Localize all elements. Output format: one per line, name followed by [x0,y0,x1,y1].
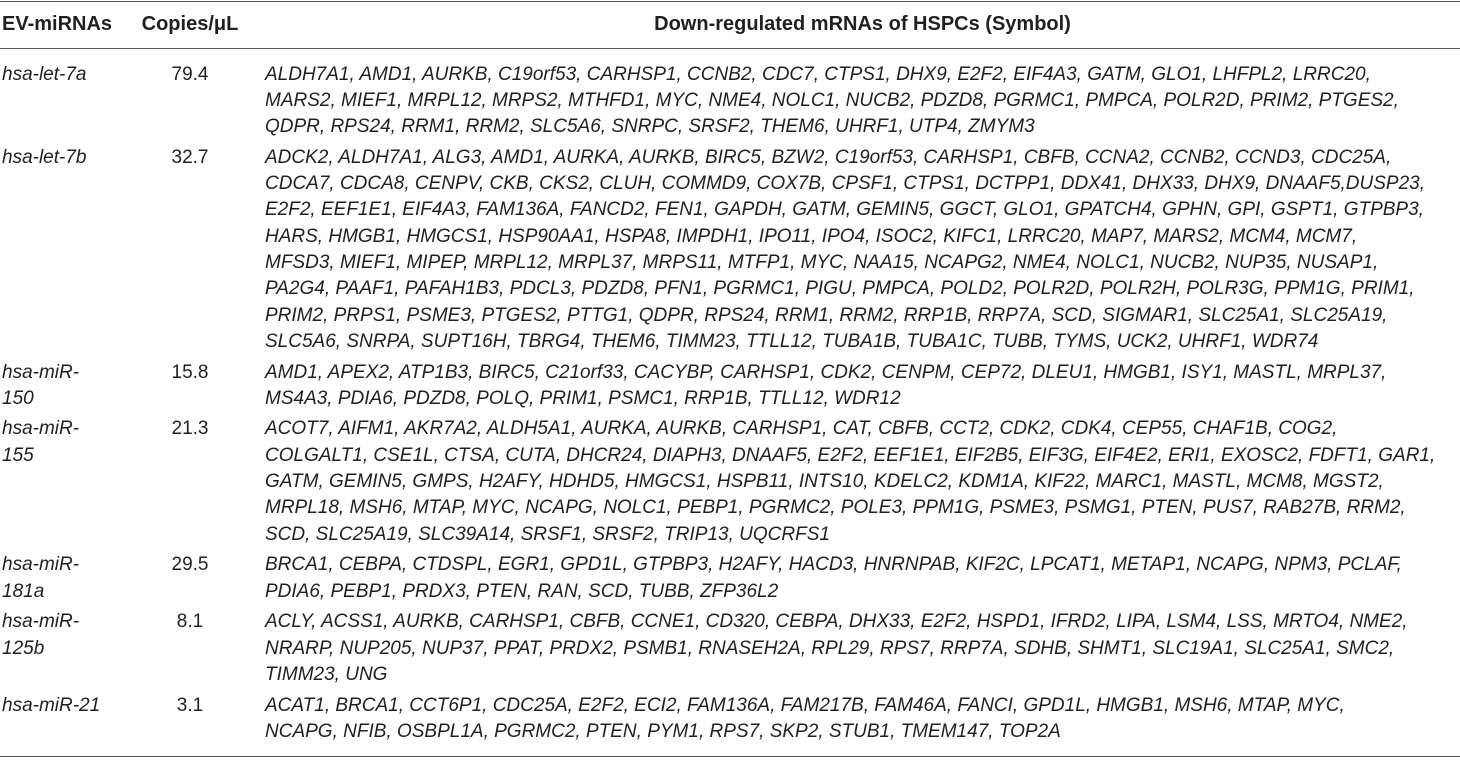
mrna-symbols-line: NCAPG, NFIB, OSBPL1A, PGRMC2, PTEN, PYM1, RPS7, SKP2, STUB1, TMEM147, TOP2A [265,720,1061,742]
table-header-row [0,1,1460,49]
mrna-symbols-line: MFSD3, MIEF1, MIPEP, MRPL12, MRPL37, MRPS11, MTFP1, MYC, NAA15, NCAPG2, NME4, NOLC1, NUCB2, NUP35, NUSAP1, [265,251,1379,273]
mirna-name-line: 181a [2,580,45,602]
table-row [0,550,1460,607]
mirna-cell [0,693,132,719]
mirna-cell [0,552,132,605]
mrna-symbols-line: SLC5A6, SNRPA, SUPT16H, TBRG4, THEM6, TIMM23, TTLL12, TUBA1B, TUBA1C, TUBB, TYMS, UCK2, UHRF1, WDR74 [265,330,1319,352]
mrna-symbols-line: PRIM2, PRPS1, PSME3, PTGES2, PTTG1, QDPR, RPS24, RRM1, RRM2, RRP1B, RRP7A, SCD, SIGMAR1, SLC25A1, SLC25A19, [265,304,1388,326]
copies-value: 8.1 [176,611,204,633]
mirna-name-line: hsa-let-7b [2,146,87,168]
mirna-cell [0,416,132,469]
mrna-list-cell [248,145,1460,355]
copies-value: 29.5 [171,554,209,576]
mrna-symbols-line: ADCK2, ALDH7A1, ALG3, AMD1, AURKA, AURKB, BIRC5, BZW2, C19orf53, CARHSP1, CBFB, CCNA2, CCNB2, CCND3, CDC25A, [265,146,1392,168]
mirna-cell [0,145,132,171]
copies-value: 3.1 [176,694,204,716]
table-row [0,690,1460,756]
mrna-symbols-line: CDCA7, CDCA8, CENPV, CKB, CKS2, CLUH, COMMD9, COX7B, CPSF1, CTPS1, DCTPP1, DDX41, DHX33, DHX9, DNAAF5,DUSP23, [265,173,1426,195]
table-row [0,143,1460,358]
mirna-name-line: 155 [2,444,34,466]
mirna-cell [0,360,132,413]
mrna-symbols-line: PA2G4, PAAF1, PAFAH1B3, PDCL3, PDZD8, PFN1, PGRMC1, PIGU, PMPCA, POLD2, POLR2D, POLR2H, POLR3G, PPM1G, PRIM1, [265,278,1415,300]
mirna-cell [0,62,132,88]
mirna-name-line: hsa-miR-21 [2,694,101,716]
copies-cell [132,609,248,635]
mrna-symbols-line: GATM, GEMIN5, GMPS, H2AFY, HDHD5, HMGCS1, HSPB11, INTS10, KDELC2, KDM1A, KIF22, MARC1, MASTL, MCM8, MGST2, [265,471,1384,493]
mrna-symbols-line: NRARP, NUP205, NUP37, PPAT, PRDX2, PSMB1, RNASEH2A, RPL29, RPS7, RRP7A, SDHB, SHMT1, SLC19A1, SLC25A1, SMC2, [265,637,1395,659]
mirna-name-line: hsa-miR- [2,554,80,576]
copies-cell [132,416,248,442]
mrna-list-cell [248,609,1460,688]
header-copies-per-ul: Copies/μL [141,13,239,36]
table-row [0,607,1460,690]
copies-cell [132,693,248,719]
copies-cell [132,552,248,578]
mrna-symbols-line: ALDH7A1, AMD1, AURKB, C19orf53, CARHSP1, CCNB2, CDC7, CTPS1, DHX9, E2F2, EIF4A3, GATM, GLO1, LHFPL2, LRRC20, [265,63,1371,85]
mrna-list-cell [248,416,1460,547]
mrna-symbols-line: COLGALT1, CSE1L, CTSA, CUTA, DHCR24, DIAPH3, DNAAF5, E2F2, EEF1E1, EIF2B5, EIF3G, EIF4E2, ERI1, EXOSC2, FDFT1, GAR1, [265,444,1436,466]
mirna-name-line: hsa-miR- [2,611,80,633]
mrna-symbols-line: QDPR, RPS24, RRM1, RRM2, SLC5A6, SNRPC, SRSF2, THEM6, UHRF1, UTP4, ZMYM3 [265,116,1035,138]
copies-value: 79.4 [171,63,209,85]
mrna-list-cell [248,693,1460,746]
table-row [0,357,1460,414]
mirna-name-line: hsa-miR- [2,361,80,383]
table-body [0,49,1460,758]
mrna-symbols-line: SCD, SLC25A19, SLC39A14, SRSF1, SRSF2, TRIP13, UQCRFS1 [265,523,830,545]
mrna-symbols-line: ACAT1, BRCA1, CCT6P1, CDC25A, E2F2, ECI2, FAM136A, FAM217B, FAM46A, FANCI, GPD1L, HMGB1, MSH6, MTAP, MYC, [265,694,1345,716]
copies-value: 21.3 [171,418,209,440]
mrna-symbols-line: HARS, HMGB1, HMGCS1, HSP90AA1, HSPA8, IMPDH1, IPO11, IPO4, ISOC2, KIFC1, LRRC20, MAP7, MARS2, MCM4, MCM7, [265,225,1358,247]
header-downregulated-mrnas: Down-regulated mRNAs of HSPCs (Symbol) [654,13,1071,36]
mirna-target-table [0,1,1460,757]
mrna-symbols-line: BRCA1, CEBPA, CTDSPL, EGR1, GPD1L, GTPBP3, H2AFY, HACD3, HNRNPAB, KIF2C, LPCAT1, METAP1, NCAPG, NPM3, PCLAF, [265,554,1402,576]
mrna-symbols-line: PDIA6, PEBP1, PRDX3, PTEN, RAN, SCD, TUBB, ZFP36L2 [265,580,779,602]
mrna-symbols-line: MRPL18, MSH6, MTAP, MYC, NCAPG, NOLC1, PEBP1, PGRMC2, POLE3, PPM1G, PSME3, PSMG1, PTEN, PUS7, RAB27B, RRM2, [265,497,1406,519]
copies-cell [132,62,248,88]
mirna-name-line: 150 [2,387,34,409]
table-row [0,49,1460,143]
mirna-name-line: 125b [2,637,45,659]
mirna-name-line: hsa-miR- [2,418,80,440]
mrna-symbols-line: ACOT7, AIFM1, AKR7A2, ALDH5A1, AURKA, AURKB, CARHSP1, CAT, CBFB, CCT2, CDK2, CDK4, CEP55, CHAF1B, COG2, [265,418,1338,440]
mirna-cell [0,609,132,662]
mrna-symbols-line: MARS2, MIEF1, MRPL12, MRPS2, MTHFD1, MYC, NME4, NOLC1, NUCB2, PDZD8, PGRMC1, PMPCA, POLR2D, PRIM2, PTGES2, [265,89,1399,111]
table-row [0,414,1460,550]
mirna-name-line: hsa-let-7a [2,63,87,85]
mrna-symbols-line: E2F2, EEF1E1, EIF4A3, FAM136A, FANCD2, FEN1, GAPDH, GATM, GEMIN5, GGCT, GLO1, GPATCH4, GPHN, GPI, GSPT1, GTPBP3, [265,199,1424,221]
mrna-symbols-line: TIMM23, UNG [265,663,388,685]
mrna-symbols-line: ACLY, ACSS1, AURKB, CARHSP1, CBFB, CCNE1, CD320, CEBPA, DHX33, E2F2, HSPD1, IFRD2, LIPA, LSM4, LSS, MRTO4, NME2, [265,611,1408,633]
mrna-symbols-line: MS4A3, PDIA6, PDZD8, POLQ, PRIM1, PSMC1, RRP1B, TTLL12, WDR12 [265,387,901,409]
copies-value: 15.8 [171,361,209,383]
copies-value: 32.7 [171,146,209,168]
copies-cell [132,145,248,171]
mrna-list-cell [248,360,1460,413]
copies-cell [132,360,248,386]
header-ev-mirnas: EV-miRNAs [2,13,113,36]
mrna-list-cell [248,552,1460,605]
mrna-symbols-line: AMD1, APEX2, ATP1B3, BIRC5, C21orf33, CACYBP, CARHSP1, CDK2, CENPM, CEP72, DLEU1, HMGB1, ISY1, MASTL, MRPL37, [265,361,1387,383]
mrna-list-cell [248,62,1460,141]
